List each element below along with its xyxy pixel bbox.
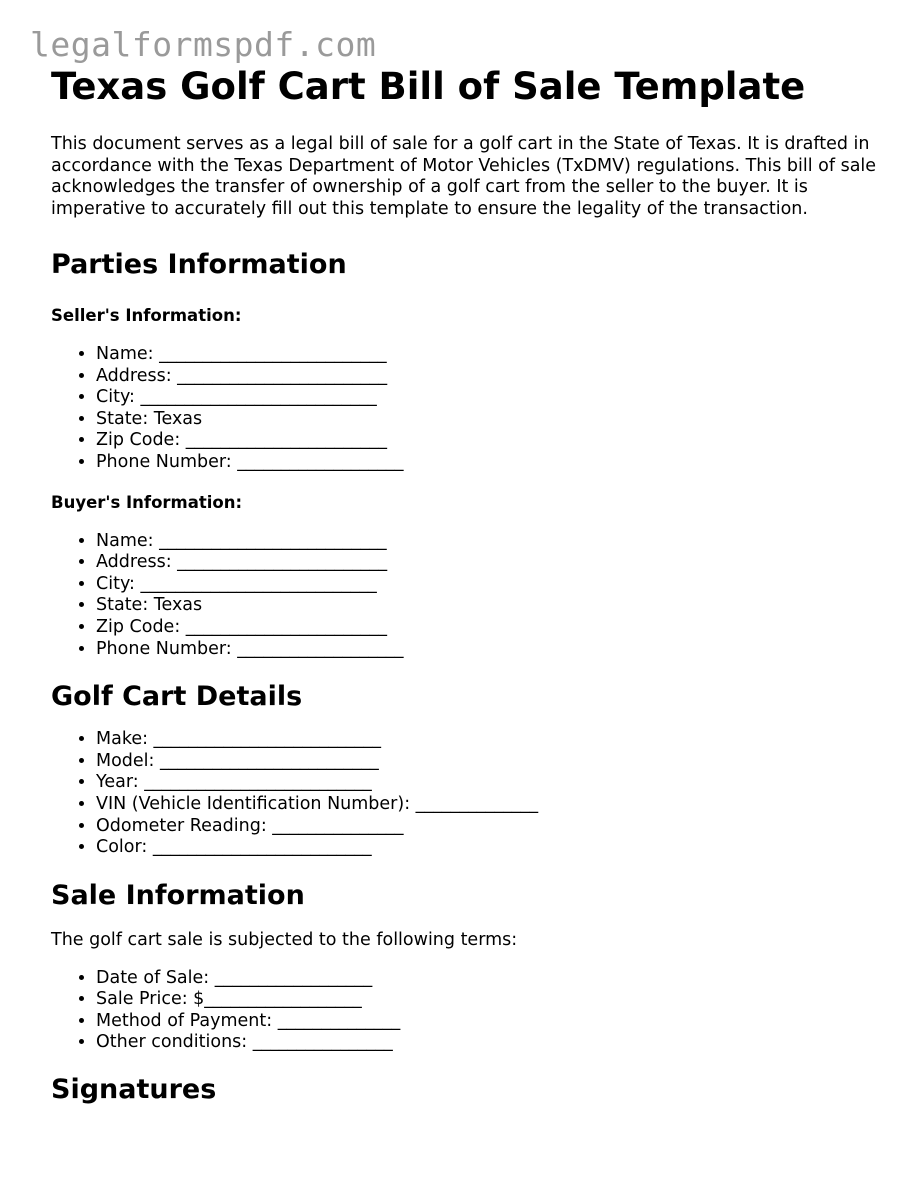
buyer-fields-list bbox=[51, 531, 881, 661]
buyer-phone-field: • Phone Number: ___________________ bbox=[96, 639, 881, 661]
sale-other-conditions-field: • Other conditions: ________________ bbox=[96, 1032, 881, 1054]
sale-price-field: • Sale Price: $__________________ bbox=[96, 989, 881, 1011]
watermark-logo: legalformspdf.com bbox=[30, 25, 377, 64]
buyer-name-field: • Name: __________________________ bbox=[96, 531, 881, 553]
golf-cart-fields-list bbox=[51, 729, 881, 859]
seller-address-field: • Address: ________________________ bbox=[96, 366, 881, 388]
signatures-heading: Signatures bbox=[51, 1074, 217, 1106]
seller-name-field: • Name: __________________________ bbox=[96, 344, 881, 366]
sale-terms-intro: The golf cart sale is subjected to the following terms: bbox=[51, 929, 518, 950]
cart-vin-field: • VIN (Vehicle Identification Number): ______________ bbox=[96, 794, 881, 816]
sale-payment-method-field: • Method of Payment: ______________ bbox=[96, 1011, 881, 1033]
seller-city-field: • City: ___________________________ bbox=[96, 387, 881, 409]
cart-make-field: • Make: __________________________ bbox=[96, 729, 881, 751]
intro-paragraph: This document serves as a legal bill of sale for a golf cart in the State of Texas. It is drafted in accordance with the Texas Department of Motor Vehicles (TxDMV) regulations. This bill of sale acknowledges the transfer of ownership of a golf cart from the seller to the buyer. It is imperative to accurately fill out this template to ensure the legality of the transaction. bbox=[51, 134, 877, 219]
buyer-city-field: • City: ___________________________ bbox=[96, 574, 881, 596]
cart-color-field: • Color: _________________________ bbox=[96, 837, 881, 859]
document-page bbox=[51, 64, 881, 1107]
seller-phone-field: • Phone Number: ___________________ bbox=[96, 452, 881, 474]
buyer-state-field: • State: Texas bbox=[96, 595, 881, 617]
page-title: Texas Golf Cart Bill of Sale Template bbox=[51, 65, 806, 108]
buyer-address-field: • Address: ________________________ bbox=[96, 552, 881, 574]
golf-cart-heading: Golf Cart Details bbox=[51, 681, 303, 713]
seller-state-field: • State: Texas bbox=[96, 409, 881, 431]
seller-zip-field: • Zip Code: _______________________ bbox=[96, 430, 881, 452]
sale-fields-list bbox=[51, 968, 881, 1054]
parties-heading: Parties Information bbox=[51, 249, 347, 280]
cart-year-field: • Year: __________________________ bbox=[96, 772, 881, 794]
cart-model-field: • Model: _________________________ bbox=[96, 751, 881, 773]
sale-heading: Sale Information bbox=[51, 879, 305, 911]
buyer-zip-field: • Zip Code: _______________________ bbox=[96, 617, 881, 639]
sale-date-field: • Date of Sale: __________________ bbox=[96, 968, 881, 990]
seller-fields-list bbox=[51, 344, 881, 474]
seller-heading: Seller's Information: bbox=[51, 306, 242, 325]
buyer-heading: Buyer's Information: bbox=[51, 492, 243, 512]
cart-odometer-field: • Odometer Reading: _______________ bbox=[96, 816, 881, 838]
